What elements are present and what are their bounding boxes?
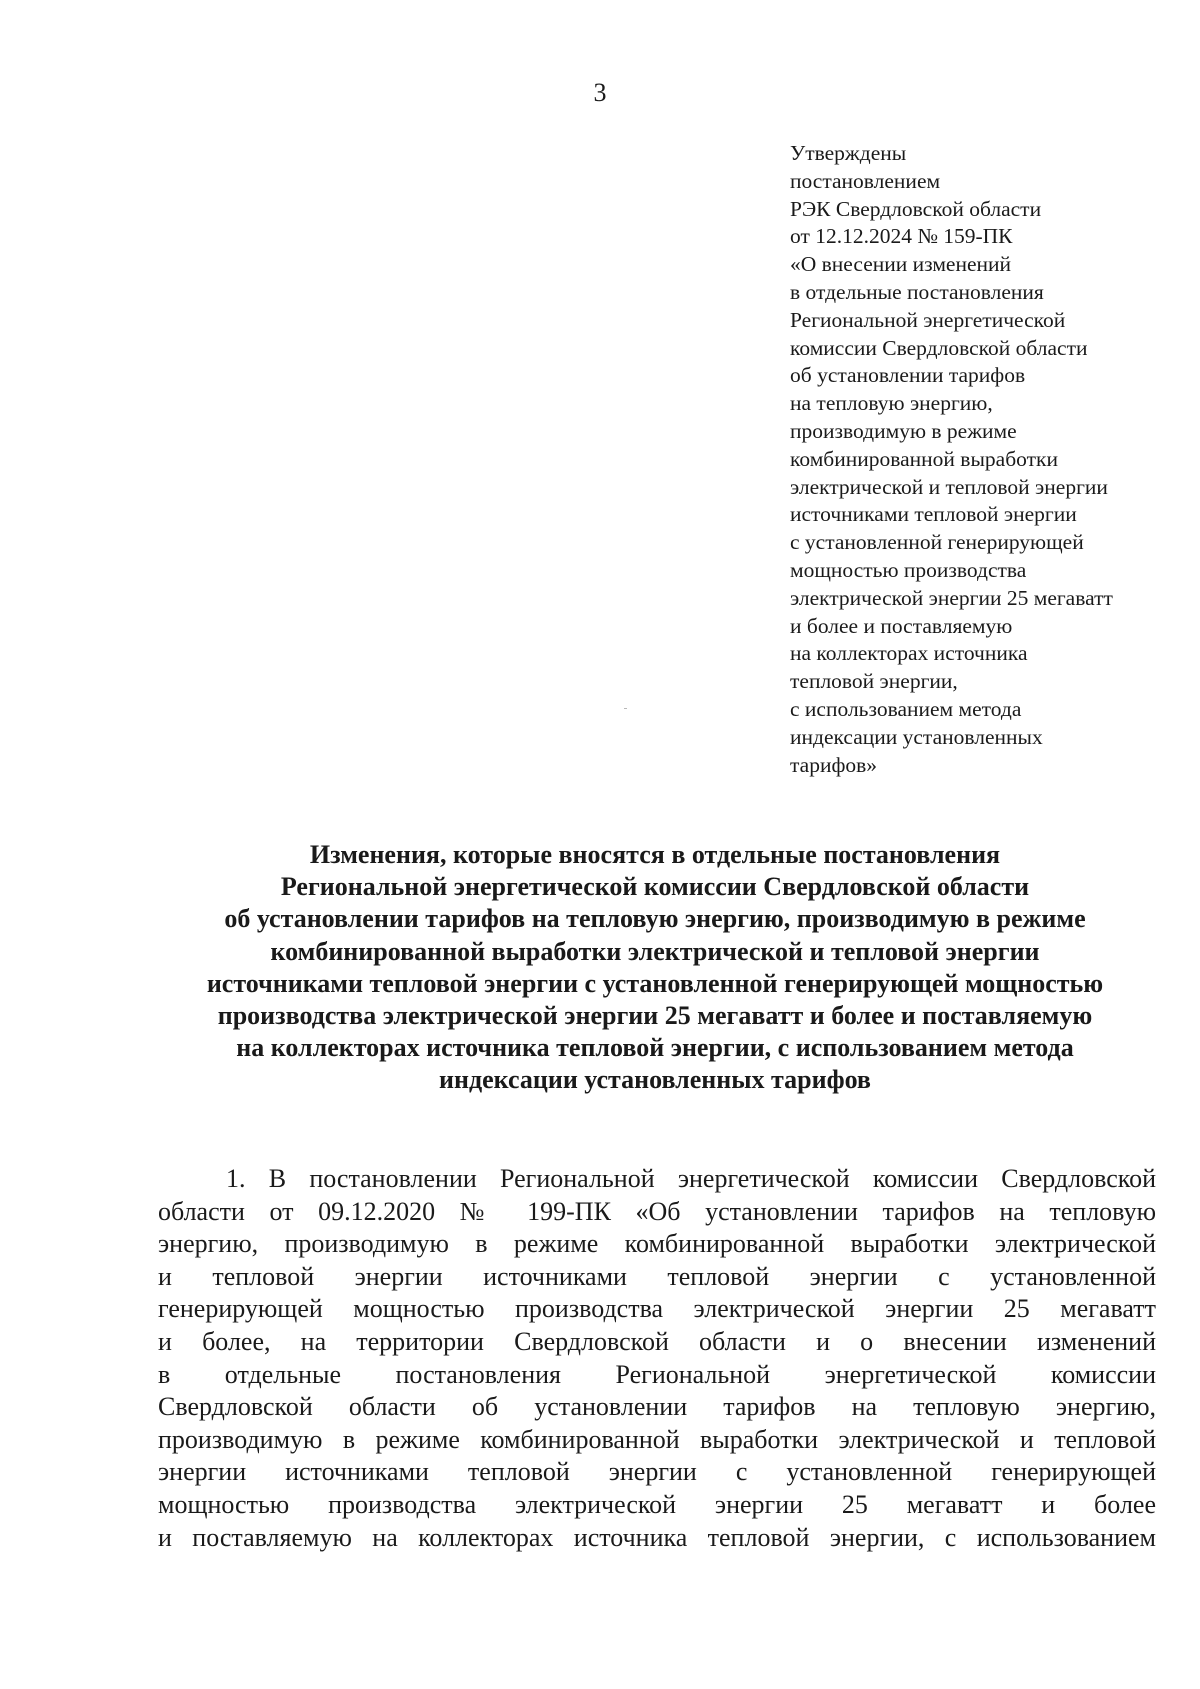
- body-line: и тепловой энергии источниками тепловой энергии с установленной: [158, 1261, 1156, 1291]
- approval-line: Региональной энергетической: [790, 307, 1066, 332]
- approval-line: в отдельные постановления: [790, 279, 1044, 304]
- approval-line: мощностью производства: [790, 557, 1027, 582]
- approval-line: на коллекторах источника: [790, 641, 1028, 666]
- approval-line: на тепловую энергию,: [790, 391, 993, 416]
- body-line: энергии источниками тепловой энергии с установленной генерирующей: [158, 1457, 1156, 1487]
- body-line: производимую в режиме комбинированной выработки электрической и тепловой: [158, 1424, 1156, 1454]
- body-line: 1. В постановлении Региональной энергетической комиссии Свердловской: [226, 1164, 1156, 1193]
- approval-line: электрической энергии 25 мегаватт: [790, 585, 1113, 610]
- approval-line: «О внесении изменений: [790, 252, 1012, 277]
- title-line: производства электрической энергии 25 мегаватт и более и поставляемую: [217, 1001, 1093, 1031]
- approval-line: производимую в режиме: [790, 418, 1017, 443]
- approval-line: тепловой энергии,: [790, 669, 958, 694]
- title-line: на коллекторах источника тепловой энергии, с использованием метода: [236, 1033, 1074, 1063]
- approval-line: индексации установленных: [790, 724, 1043, 749]
- title-line: источниками тепловой энергии с установленной генерирующей мощностью: [206, 968, 1104, 998]
- approval-line: электрической и тепловой энергии: [790, 474, 1108, 499]
- title-line: комбинированной выработки электрической и тепловой энергии: [270, 936, 1040, 966]
- title-line: Региональной энергетической комиссии Свердловской области: [280, 872, 1030, 902]
- approval-line: РЭК Свердловской области: [790, 196, 1042, 221]
- body-line: мощностью производства электрической энергии 25 мегаватт и более: [158, 1489, 1156, 1519]
- approval-line: постановлением: [790, 168, 941, 193]
- approval-line: с использованием метода: [790, 696, 1022, 721]
- title-line: Изменения, которые вносятся в отдельные постановления: [309, 840, 1001, 869]
- approval-line: об установлении тарифов: [790, 363, 1026, 388]
- approval-line: и более и поставляемую: [790, 613, 1013, 638]
- body-line: энергию, производимую в режиме комбинированной выработки электрической: [158, 1229, 1156, 1259]
- scan-speck: [624, 708, 627, 709]
- body-line: генерирующей мощностью производства электрической энергии 25 мегаватт: [158, 1294, 1156, 1324]
- approval-line: с установленной генерирующей: [790, 530, 1084, 555]
- title-line: об установлении тарифов на тепловую энергию, производимую в режиме: [224, 904, 1086, 934]
- body-line: области от 09.12.2020 № 199-ПК «Об установлении тарифов на тепловую: [158, 1196, 1156, 1226]
- body-line: и более, на территории Свердловской области и о внесении изменений: [158, 1326, 1156, 1356]
- body-line: в отдельные постановления Региональной энергетической комиссии: [158, 1359, 1156, 1389]
- approval-block: [790, 140, 1190, 779]
- approval-line: от 12.12.2024 № 159-ПК: [790, 224, 1013, 249]
- approval-line: тарифов»: [790, 752, 878, 777]
- document-title: [150, 839, 1160, 1097]
- approval-line: Утверждены: [790, 141, 907, 165]
- approval-line: комбинированной выработки: [790, 446, 1058, 471]
- approval-line: источниками тепловой энергии: [790, 502, 1077, 527]
- approval-line: комиссии Свердловской области: [790, 335, 1088, 360]
- body-line: Свердловской области об установлении тарифов на тепловую энергию,: [158, 1392, 1156, 1422]
- page-number: 3: [593, 78, 607, 107]
- body-line: и поставляемую на коллекторах источника тепловой энергии, с использованием: [158, 1522, 1156, 1552]
- body-paragraph: [158, 1163, 1156, 1554]
- title-line: индексации установленных тарифов: [439, 1065, 871, 1095]
